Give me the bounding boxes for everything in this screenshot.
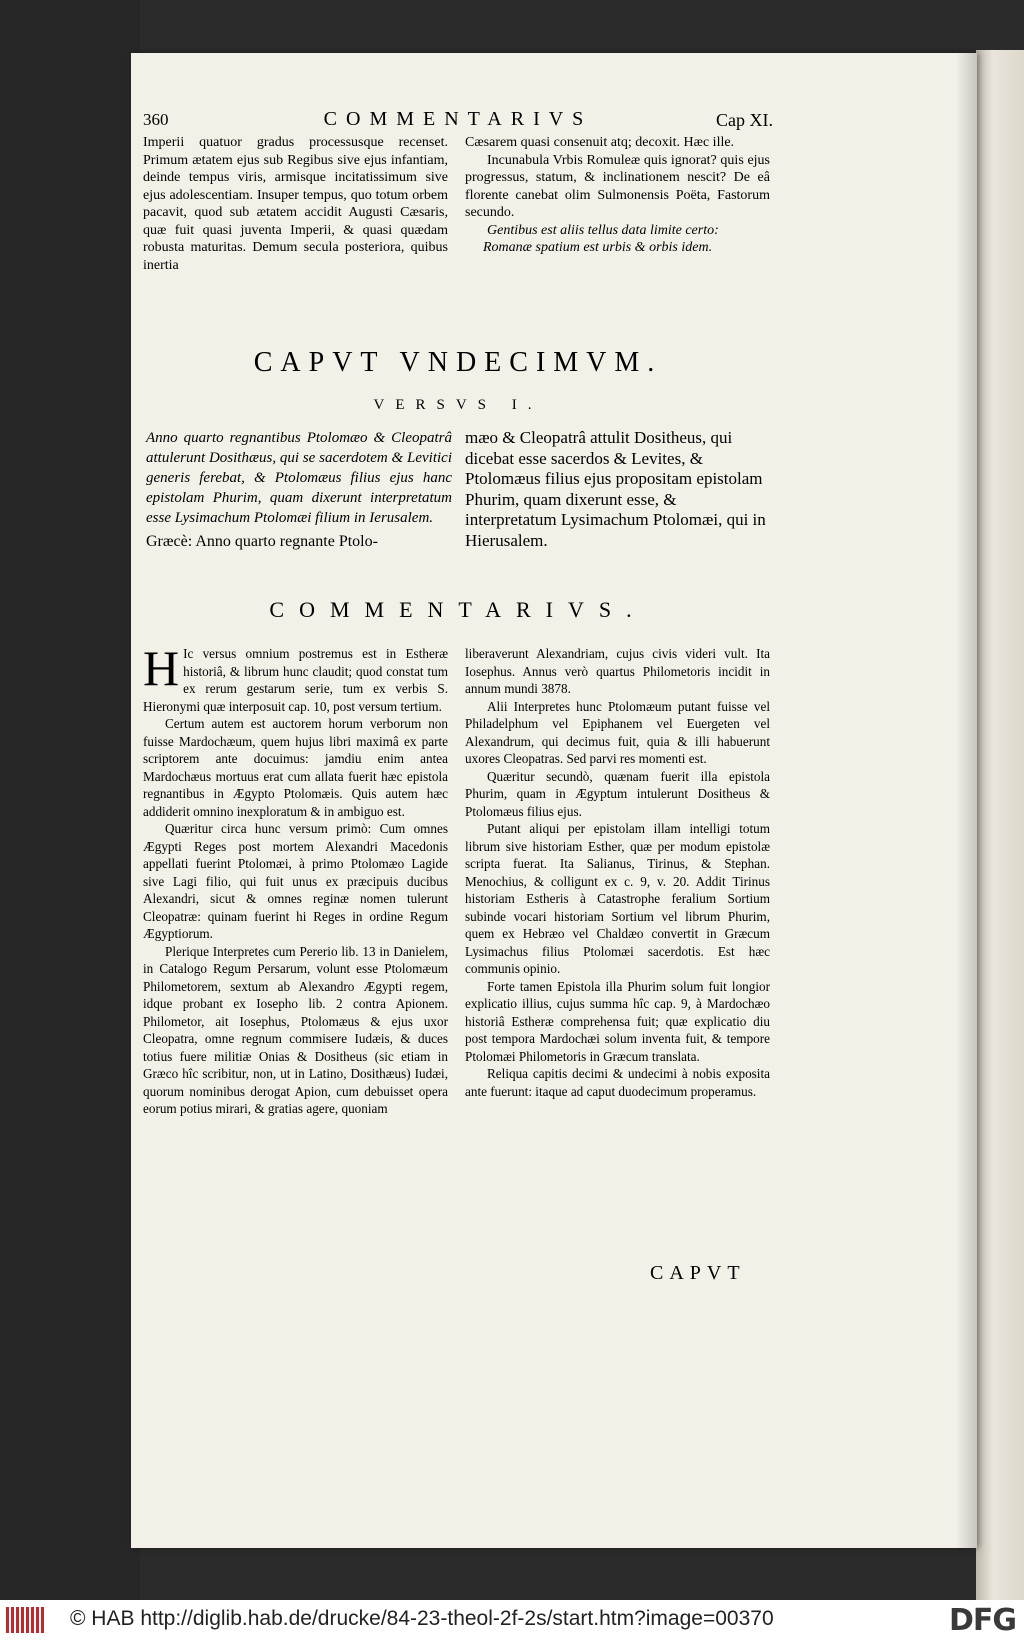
footer-url[interactable]: © HAB http://diglib.hab.de/drucke/84-23-theol-2f-2s/start.htm?image=00370 [70, 1607, 774, 1630]
hab-logo-icon [6, 1607, 46, 1633]
verse-greek-translation: Græcè: Anno quarto regnante Ptolo- [146, 533, 378, 550]
paragraph-text: Ic versus omnium postremus est in Estheræ historiâ, & librum hunc claudit; quod constat tum ex rerum gestarum serie, tum ex verbis S. Hieronymi quæ interposuit cap. 10, post versum tertium. [143, 646, 448, 714]
poem-line: Romanæ spatium est urbis & orbis idem. [483, 240, 713, 255]
paragraph [143, 640, 448, 715]
drop-cap: H [143, 640, 180, 696]
top-column-left [143, 134, 448, 274]
page-number: 360 [143, 110, 169, 129]
commentary-title: COMMENTARIVS. [269, 597, 647, 622]
commentary-column-left [143, 640, 448, 1118]
paragraph: Certum autem est auctorem horum verborum non fuisse Mardochæum, quem hujus libri maximâ ex parte scriptorem ante docuimus: jamdiu enim antea Mardochæus mortuus erat cum allata fuerit hæc epistola regnantibus in Ægypto Ptolomæis. Quis autem hæc addiderit omnino inexploratum & in ambiguo est. [143, 716, 448, 819]
paragraph: Reliqua capitis decimi & undecimi à nobis exposita ante fuerunt: itaque ad caput duodecimum properamus. [465, 1066, 770, 1099]
footer-bar [0, 1600, 1024, 1640]
poem-line: Gentibus est aliis tellus data limite certo: [487, 222, 719, 238]
paragraph: Plerique Interpretes cum Pererio lib. 13 in Danielem, in Catalogo Regum Persarum, volunt esse Ptolomæum Philometorem, sextum ab Alexandro Ægypti regem, idque probant ex Iosepho lib. 2 contra Apionem. Philometor, ait Iosephus, Ptolomæus & ejus uxor Cleopatra, omne regnum commisere Iudæis, & duces totius fuere militiæ Onias & Dositheus (sic etiam in Græco hîc scribitur, non, ut in Latino, Dosithæus) Iudæi, quorum nominibus derogat Apion, cum debuisset opera eorum potius mirari, & gratias agere, quoniam [143, 943, 448, 1116]
verse-latin: Anno quarto regnantibus Ptolomæo & Cleopatrâ attulerunt Dosithæus, qui se sacerdotem & Levitici generis ferebat, & Ptolomæus filius ejus hanc epistolam Phurim, quam dixerunt interpretatum esse Lysimachum Ptolomæi filium in Ierusalem. [146, 430, 452, 526]
verse-column-right [465, 428, 770, 551]
running-title: COMMENTARIVS [323, 108, 593, 130]
paragraph: Cæsarem quasi consenuit atq; decoxit. Hæc ille. [465, 135, 735, 150]
commentary-column-right [465, 645, 770, 1100]
paragraph: Forte tamen Epistola illa Phurim solum fuit longior explicatio illius, cujus summa hîc cap. 9, à Mardochæo historiâ Estheræ comprehensa fuit; quæ explicatio diu post tempora Mardochæi solum inventa fuit, & tempore Ptolomæi Philometoris in Græcum translata. [465, 978, 770, 1064]
verse-heading: VERSVS I. [373, 397, 543, 413]
running-head [143, 108, 773, 132]
catchword: CAPVT [650, 1262, 746, 1284]
scanner-background [0, 0, 140, 1600]
top-column-right [465, 134, 770, 257]
gutter-shadow [955, 53, 977, 1548]
dfg-logo: DFG [948, 1603, 1016, 1638]
running-chapter: Cap XI. [716, 110, 773, 130]
verse-column-left [146, 428, 452, 552]
paragraph: Quæritur secundò, quænam fuerit illa epistola Phurim, quam in Ægyptum intulerunt Dositheus & Ptolomæus filius ejus. [465, 768, 770, 819]
facing-page-edge [976, 50, 1024, 1600]
paragraph: Imperii quatuor gradus processusque recenset. Primum ætatem ejus sub Regibus sive ejus infantiam, deinde tempus viris, armisque incitatissimum sive ejus adolescentiam. Insuper tempus, quo totum orbem pacavit, quod sub ætatem accidit Augusti Cæsaris, quæ fuit quasi juventa Imperii, & quasi quædam robusta maturitas. Demum secula posteriora, quibus inertia [143, 135, 448, 273]
paragraph: Quæritur circa hunc versum primò: Cum omnes Ægypti Reges post mortem Alexandri Macedonis appellati fuerint Ptolomæi, à primo Ptolomæo Lagide sive Lagi filio, qui fuit unus ex præcipuis ducibus Alexandri, sicut & omnes reginæ nomen tulerunt Cleopatræ: quinam fuerint hi Reges in ordine Regum Ægyptiorum. [143, 821, 448, 941]
chapter-title: CAPVT VNDECIMVM. [253, 347, 663, 378]
paragraph: liberaverunt Alexandriam, cujus civis videri vult. Ita Iosephus. Annus verò quartus Philometoris incidit in annum mundi 3878. [465, 646, 770, 696]
paragraph: Putant aliqui per epistolam illam intelligi totum librum sive historiam Esther, quæ per modum epistolæ scripta fuerat. Ita Salianus, Tirinus, & Stephan. Menochius, & colligunt ex c. 9, v. 20. Addit Tirinus historiam Estheris à Catastrophe feralium Sortium subinde vocari historiam Sortium vel librum Phurim, quem ex Hebræo vel Chaldæo convertit in Græcum Lysimachus filius Ptolomæi sacerdotis. Est hæc communis opinio. [465, 821, 770, 976]
paragraph: Incunabula Vrbis Romuleæ quis ignorat? quis ejus progressus, statum, & inclinationem nescit? De eâ florente canebat olim Sulmonensis Poëta, Fastorum secundo. [465, 152, 770, 220]
paragraph: Alii Interpretes hunc Ptolomæum putant fuisse vel Philadelphum vel Epiphanem vel Euergeten vel Alexandrum, qui decimus fuit, quia & illi habuerunt uxores Cleopatras. Sed parvi res momenti est. [465, 698, 770, 766]
verse-continued: mæo & Cleopatrâ attulit Dositheus, qui dicebat esse sacerdos & Levites, & Ptolomæus filius ejus propositam epistolam Phurim, quam dixerunt esse, & interpretatum Lysimachum Ptolomæi, qui in Hierusalem. [465, 428, 766, 550]
